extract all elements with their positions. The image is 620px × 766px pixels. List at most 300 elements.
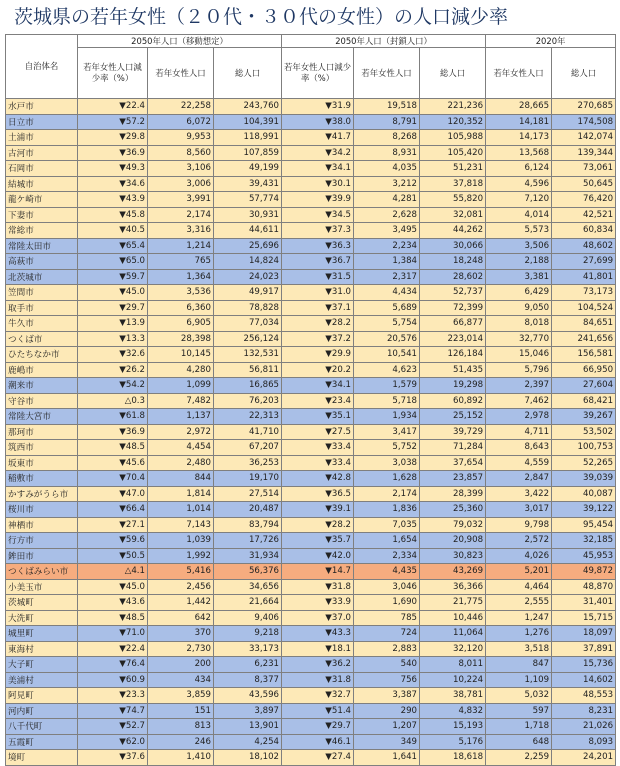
cell-name: 牛久市 — [6, 316, 78, 332]
cell-young-female-2020: 1,109 — [486, 672, 552, 688]
cell-decline-rate-2050-migration: ▼45.0 — [78, 285, 148, 301]
cell-young-female-2020: 1,718 — [486, 719, 552, 735]
cell-total-2050-migration: 3,897 — [214, 703, 282, 719]
cell-total-2050-closed: 126,184 — [420, 347, 486, 363]
table-row — [6, 502, 616, 518]
cell-total-2050-migration: 27,514 — [214, 486, 282, 502]
cell-total-2050-closed: 51,231 — [420, 161, 486, 177]
cell-total-2020: 156,581 — [552, 347, 616, 363]
cell-total-2050-migration: 76,203 — [214, 393, 282, 409]
cell-decline-rate-2050-migration: ▼22.4 — [78, 99, 148, 115]
cell-young-female-2050-migration: 10,145 — [148, 347, 214, 363]
cell-total-2050-migration: 118,991 — [214, 130, 282, 146]
cell-name: かすみがうら市 — [6, 486, 78, 502]
cell-young-female-2050-migration: 22,258 — [148, 99, 214, 115]
cell-young-female-2020: 1,247 — [486, 610, 552, 626]
cell-total-2020: 27,699 — [552, 254, 616, 270]
cell-young-female-2050-migration: 642 — [148, 610, 214, 626]
cell-young-female-2020: 7,120 — [486, 192, 552, 208]
cell-young-female-2050-migration: 3,991 — [148, 192, 214, 208]
cell-total-2050-migration: 132,531 — [214, 347, 282, 363]
header-group-2050-migration: 2050年人口（移動想定） — [78, 35, 282, 48]
cell-young-female-2050-closed: 3,387 — [354, 688, 420, 704]
cell-young-female-2020: 3,422 — [486, 486, 552, 502]
cell-young-female-2050-closed: 756 — [354, 672, 420, 688]
header-total-2020: 総人口 — [552, 48, 616, 99]
cell-decline-rate-2050-closed: ▼31.8 — [282, 672, 354, 688]
cell-decline-rate-2050-migration: ▼74.7 — [78, 703, 148, 719]
header-young-female-2050-migration: 若年女性人口 — [148, 48, 214, 99]
cell-young-female-2050-closed: 4,281 — [354, 192, 420, 208]
cell-young-female-2050-closed: 3,495 — [354, 223, 420, 239]
cell-name: 土浦市 — [6, 130, 78, 146]
cell-decline-rate-2050-migration: ▼27.1 — [78, 517, 148, 533]
cell-decline-rate-2050-closed: ▼35.1 — [282, 409, 354, 425]
cell-name: 城里町 — [6, 626, 78, 642]
cell-young-female-2050-migration: 200 — [148, 657, 214, 673]
cell-decline-rate-2050-closed: ▼33.9 — [282, 595, 354, 611]
cell-total-2050-migration: 39,431 — [214, 176, 282, 192]
cell-decline-rate-2050-closed: ▼34.2 — [282, 145, 354, 161]
cell-young-female-2050-closed: 2,234 — [354, 238, 420, 254]
table-row — [6, 734, 616, 750]
cell-total-2020: 42,521 — [552, 207, 616, 223]
cell-young-female-2050-migration: 1,364 — [148, 269, 214, 285]
cell-total-2020: 14,602 — [552, 672, 616, 688]
cell-young-female-2050-closed: 20,576 — [354, 331, 420, 347]
cell-name: ひたちなか市 — [6, 347, 78, 363]
cell-total-2050-closed: 79,032 — [420, 517, 486, 533]
cell-total-2020: 8,231 — [552, 703, 616, 719]
table-row — [6, 378, 616, 394]
table-row — [6, 486, 616, 502]
cell-total-2020: 49,872 — [552, 564, 616, 580]
cell-total-2020: 95,454 — [552, 517, 616, 533]
cell-name: 常総市 — [6, 223, 78, 239]
cell-young-female-2050-closed: 3,212 — [354, 176, 420, 192]
cell-decline-rate-2050-migration: ▼32.6 — [78, 347, 148, 363]
cell-total-2050-closed: 72,399 — [420, 300, 486, 316]
cell-total-2050-closed: 105,420 — [420, 145, 486, 161]
cell-total-2050-migration: 104,391 — [214, 114, 282, 130]
cell-total-2020: 66,950 — [552, 362, 616, 378]
cell-young-female-2050-migration: 3,859 — [148, 688, 214, 704]
cell-decline-rate-2050-closed: ▼28.2 — [282, 517, 354, 533]
cell-young-female-2020: 5,573 — [486, 223, 552, 239]
cell-total-2020: 84,651 — [552, 316, 616, 332]
cell-young-female-2020: 847 — [486, 657, 552, 673]
table-row — [6, 362, 616, 378]
cell-decline-rate-2050-migration: ▼29.7 — [78, 300, 148, 316]
cell-total-2050-closed: 37,654 — [420, 455, 486, 471]
table-row — [6, 254, 616, 270]
cell-name: 河内町 — [6, 703, 78, 719]
cell-decline-rate-2050-closed: ▼31.0 — [282, 285, 354, 301]
cell-young-female-2050-migration: 3,536 — [148, 285, 214, 301]
cell-total-2050-migration: 77,034 — [214, 316, 282, 332]
table-row — [6, 657, 616, 673]
cell-young-female-2020: 28,665 — [486, 99, 552, 115]
cell-name: 潮来市 — [6, 378, 78, 394]
cell-young-female-2020: 4,026 — [486, 548, 552, 564]
table-row — [6, 626, 616, 642]
cell-name: 境町 — [6, 750, 78, 766]
cell-decline-rate-2050-closed: ▼31.5 — [282, 269, 354, 285]
header-total-2050-closed: 総人口 — [420, 48, 486, 99]
cell-total-2050-closed: 32,120 — [420, 641, 486, 657]
cell-total-2050-closed: 18,618 — [420, 750, 486, 766]
cell-young-female-2050-migration: 1,214 — [148, 238, 214, 254]
header-group-2020: 2020年 — [486, 35, 616, 48]
cell-decline-rate-2050-migration: ▼52.7 — [78, 719, 148, 735]
cell-total-2050-closed: 8,011 — [420, 657, 486, 673]
cell-young-female-2050-migration: 6,360 — [148, 300, 214, 316]
cell-name: 茨城町 — [6, 595, 78, 611]
cell-total-2050-closed: 28,399 — [420, 486, 486, 502]
cell-total-2050-closed: 51,435 — [420, 362, 486, 378]
table-row — [6, 316, 616, 332]
cell-total-2050-closed: 18,248 — [420, 254, 486, 270]
cell-decline-rate-2050-closed: ▼34.1 — [282, 378, 354, 394]
cell-young-female-2050-migration: 765 — [148, 254, 214, 270]
cell-young-female-2050-closed: 2,174 — [354, 486, 420, 502]
cell-total-2050-closed: 4,832 — [420, 703, 486, 719]
population-table — [5, 34, 616, 766]
cell-decline-rate-2050-migration: ▼47.0 — [78, 486, 148, 502]
header-young-female-2050-closed: 若年女性人口 — [354, 48, 420, 99]
cell-decline-rate-2050-migration: ▼29.8 — [78, 130, 148, 146]
cell-decline-rate-2050-migration: ▼34.6 — [78, 176, 148, 192]
cell-young-female-2050-closed: 19,518 — [354, 99, 420, 115]
cell-young-female-2050-migration: 370 — [148, 626, 214, 642]
cell-total-2050-migration: 24,023 — [214, 269, 282, 285]
cell-decline-rate-2050-migration: ▼76.4 — [78, 657, 148, 673]
cell-young-female-2050-closed: 5,754 — [354, 316, 420, 332]
cell-young-female-2020: 5,796 — [486, 362, 552, 378]
cell-total-2020: 76,420 — [552, 192, 616, 208]
table-row — [6, 347, 616, 363]
cell-decline-rate-2050-migration: ▼43.9 — [78, 192, 148, 208]
cell-young-female-2020: 6,429 — [486, 285, 552, 301]
header-row-columns — [6, 48, 616, 99]
cell-total-2050-migration: 36,253 — [214, 455, 282, 471]
cell-name: 日立市 — [6, 114, 78, 130]
cell-total-2050-closed: 20,908 — [420, 533, 486, 549]
cell-total-2050-closed: 21,775 — [420, 595, 486, 611]
table-row — [6, 440, 616, 456]
cell-decline-rate-2050-migration: ▼45.8 — [78, 207, 148, 223]
cell-young-female-2050-closed: 349 — [354, 734, 420, 750]
cell-young-female-2050-closed: 1,836 — [354, 502, 420, 518]
cell-total-2050-migration: 18,102 — [214, 750, 282, 766]
table-row — [6, 238, 616, 254]
cell-decline-rate-2050-closed: ▼51.4 — [282, 703, 354, 719]
cell-total-2020: 50,645 — [552, 176, 616, 192]
cell-decline-rate-2050-migration: ▼45.0 — [78, 579, 148, 595]
cell-young-female-2050-closed: 1,690 — [354, 595, 420, 611]
cell-young-female-2050-closed: 4,035 — [354, 161, 420, 177]
cell-decline-rate-2050-migration: ▼13.9 — [78, 316, 148, 332]
cell-young-female-2050-migration: 1,099 — [148, 378, 214, 394]
cell-decline-rate-2050-closed: ▼14.7 — [282, 564, 354, 580]
cell-name: 大洗町 — [6, 610, 78, 626]
cell-decline-rate-2050-closed: ▼37.1 — [282, 300, 354, 316]
cell-total-2050-closed: 223,014 — [420, 331, 486, 347]
cell-decline-rate-2050-migration: ▼36.9 — [78, 145, 148, 161]
cell-total-2020: 31,401 — [552, 595, 616, 611]
header-total-2050-migration: 総人口 — [214, 48, 282, 99]
table-row — [6, 409, 616, 425]
cell-young-female-2020: 4,596 — [486, 176, 552, 192]
cell-total-2020: 15,736 — [552, 657, 616, 673]
cell-total-2050-closed: 10,446 — [420, 610, 486, 626]
header-young-female-2020: 若年女性人口 — [486, 48, 552, 99]
cell-decline-rate-2050-migration: ▼60.9 — [78, 672, 148, 688]
cell-decline-rate-2050-migration: ▼48.5 — [78, 610, 148, 626]
cell-total-2050-closed: 105,988 — [420, 130, 486, 146]
cell-decline-rate-2050-closed: ▼39.1 — [282, 502, 354, 518]
cell-young-female-2020: 14,173 — [486, 130, 552, 146]
cell-total-2050-migration: 107,859 — [214, 145, 282, 161]
cell-decline-rate-2050-closed: ▼34.1 — [282, 161, 354, 177]
cell-decline-rate-2050-closed: ▼36.3 — [282, 238, 354, 254]
cell-decline-rate-2050-closed: ▼36.2 — [282, 657, 354, 673]
cell-young-female-2050-migration: 2,174 — [148, 207, 214, 223]
cell-decline-rate-2050-closed: ▼37.2 — [282, 331, 354, 347]
cell-total-2050-closed: 19,298 — [420, 378, 486, 394]
cell-total-2050-closed: 10,224 — [420, 672, 486, 688]
cell-young-female-2050-closed: 3,046 — [354, 579, 420, 595]
cell-young-female-2050-closed: 724 — [354, 626, 420, 642]
cell-decline-rate-2050-migration: ▼61.8 — [78, 409, 148, 425]
page-title: 茨城県の若年女性（２０代・３０代の女性）の人口減少率 — [14, 6, 509, 28]
cell-young-female-2020: 32,770 — [486, 331, 552, 347]
cell-young-female-2020: 2,555 — [486, 595, 552, 611]
cell-total-2050-migration: 13,901 — [214, 719, 282, 735]
cell-young-female-2020: 3,518 — [486, 641, 552, 657]
cell-name: 常陸大宮市 — [6, 409, 78, 425]
cell-total-2020: 48,553 — [552, 688, 616, 704]
cell-young-female-2050-migration: 151 — [148, 703, 214, 719]
cell-total-2020: 41,801 — [552, 269, 616, 285]
cell-decline-rate-2050-closed: ▼37.3 — [282, 223, 354, 239]
cell-young-female-2050-closed: 7,035 — [354, 517, 420, 533]
cell-decline-rate-2050-migration: ▼45.6 — [78, 455, 148, 471]
cell-total-2050-migration: 78,828 — [214, 300, 282, 316]
cell-young-female-2050-migration: 4,280 — [148, 362, 214, 378]
cell-young-female-2050-migration: 813 — [148, 719, 214, 735]
table-row — [6, 223, 616, 239]
cell-total-2020: 45,953 — [552, 548, 616, 564]
cell-young-female-2050-closed: 10,541 — [354, 347, 420, 363]
cell-young-female-2050-closed: 1,207 — [354, 719, 420, 735]
cell-total-2050-closed: 120,352 — [420, 114, 486, 130]
table-row — [6, 641, 616, 657]
cell-total-2050-closed: 25,360 — [420, 502, 486, 518]
cell-name: 東海村 — [6, 641, 78, 657]
cell-total-2050-closed: 28,602 — [420, 269, 486, 285]
cell-young-female-2020: 2,259 — [486, 750, 552, 766]
cell-total-2020: 68,421 — [552, 393, 616, 409]
cell-decline-rate-2050-migration: ▼13.3 — [78, 331, 148, 347]
cell-name: 五霞町 — [6, 734, 78, 750]
cell-total-2050-migration: 49,199 — [214, 161, 282, 177]
cell-young-female-2050-closed: 5,718 — [354, 393, 420, 409]
cell-decline-rate-2050-closed: ▼36.7 — [282, 254, 354, 270]
cell-total-2020: 18,097 — [552, 626, 616, 642]
cell-total-2020: 52,265 — [552, 455, 616, 471]
cell-young-female-2020: 15,046 — [486, 347, 552, 363]
cell-young-female-2020: 3,381 — [486, 269, 552, 285]
cell-name: 小美玉市 — [6, 579, 78, 595]
table-row — [6, 672, 616, 688]
cell-young-female-2020: 13,568 — [486, 145, 552, 161]
cell-young-female-2020: 9,798 — [486, 517, 552, 533]
cell-total-2050-migration: 67,207 — [214, 440, 282, 456]
cell-total-2020: 100,753 — [552, 440, 616, 456]
cell-young-female-2050-migration: 1,992 — [148, 548, 214, 564]
cell-total-2020: 270,685 — [552, 99, 616, 115]
cell-young-female-2020: 2,572 — [486, 533, 552, 549]
cell-young-female-2050-migration: 2,480 — [148, 455, 214, 471]
cell-young-female-2050-migration: 246 — [148, 734, 214, 750]
header-group-2050-closed: 2050年人口（封鎖人口） — [282, 35, 486, 48]
cell-total-2050-migration: 43,596 — [214, 688, 282, 704]
header-row-groups — [6, 35, 616, 48]
cell-young-female-2050-closed: 540 — [354, 657, 420, 673]
cell-decline-rate-2050-closed: ▼31.8 — [282, 579, 354, 595]
cell-young-female-2050-migration: 7,482 — [148, 393, 214, 409]
cell-total-2050-migration: 4,254 — [214, 734, 282, 750]
cell-total-2050-migration: 30,931 — [214, 207, 282, 223]
cell-decline-rate-2050-migration: ▼43.6 — [78, 595, 148, 611]
cell-total-2020: 142,074 — [552, 130, 616, 146]
cell-name: 坂東市 — [6, 455, 78, 471]
cell-decline-rate-2050-migration: ▼49.3 — [78, 161, 148, 177]
cell-total-2020: 39,267 — [552, 409, 616, 425]
cell-decline-rate-2050-closed: ▼23.4 — [282, 393, 354, 409]
cell-total-2050-migration: 33,173 — [214, 641, 282, 657]
header-decline-rate-2050-closed: 若年女性人口減少率（%） — [282, 48, 354, 99]
cell-total-2050-closed: 221,236 — [420, 99, 486, 115]
cell-total-2020: 48,602 — [552, 238, 616, 254]
cell-total-2050-closed: 32,081 — [420, 207, 486, 223]
cell-young-female-2050-closed: 2,628 — [354, 207, 420, 223]
cell-name: 笠間市 — [6, 285, 78, 301]
cell-decline-rate-2050-closed: ▼36.5 — [282, 486, 354, 502]
cell-young-female-2050-closed: 5,689 — [354, 300, 420, 316]
cell-decline-rate-2050-migration: ▼57.2 — [78, 114, 148, 130]
cell-total-2020: 53,502 — [552, 424, 616, 440]
table-row — [6, 269, 616, 285]
cell-total-2050-migration: 56,376 — [214, 564, 282, 580]
cell-total-2020: 139,344 — [552, 145, 616, 161]
cell-total-2020: 39,039 — [552, 471, 616, 487]
cell-name: 行方市 — [6, 533, 78, 549]
cell-name: 大子町 — [6, 657, 78, 673]
cell-total-2050-closed: 60,892 — [420, 393, 486, 409]
cell-young-female-2020: 3,506 — [486, 238, 552, 254]
cell-decline-rate-2050-migration: ▼40.5 — [78, 223, 148, 239]
cell-decline-rate-2050-migration: ▼62.0 — [78, 734, 148, 750]
cell-young-female-2050-closed: 2,334 — [354, 548, 420, 564]
cell-young-female-2050-migration: 9,953 — [148, 130, 214, 146]
cell-decline-rate-2050-migration: ▼71.0 — [78, 626, 148, 642]
cell-young-female-2020: 4,559 — [486, 455, 552, 471]
cell-decline-rate-2050-closed: ▼30.1 — [282, 176, 354, 192]
cell-young-female-2050-migration: 2,456 — [148, 579, 214, 595]
cell-young-female-2050-closed: 1,654 — [354, 533, 420, 549]
table-row — [6, 533, 616, 549]
cell-young-female-2050-migration: 3,316 — [148, 223, 214, 239]
cell-decline-rate-2050-closed: ▼43.3 — [282, 626, 354, 642]
cell-total-2050-closed: 25,152 — [420, 409, 486, 425]
cell-total-2050-closed: 39,729 — [420, 424, 486, 440]
cell-total-2050-closed: 11,064 — [420, 626, 486, 642]
cell-young-female-2050-migration: 434 — [148, 672, 214, 688]
cell-young-female-2020: 597 — [486, 703, 552, 719]
table-row — [6, 750, 616, 766]
cell-decline-rate-2050-migration: ▼26.2 — [78, 362, 148, 378]
cell-decline-rate-2050-migration: ▼65.0 — [78, 254, 148, 270]
table-row — [6, 548, 616, 564]
header-decline-rate-2050-migration: 若年女性人口減少率（%） — [78, 48, 148, 99]
cell-name: 下妻市 — [6, 207, 78, 223]
cell-total-2050-closed: 43,269 — [420, 564, 486, 580]
cell-name: 鉾田市 — [6, 548, 78, 564]
cell-total-2050-closed: 66,877 — [420, 316, 486, 332]
cell-decline-rate-2050-closed: ▼41.7 — [282, 130, 354, 146]
cell-young-female-2050-closed: 4,435 — [354, 564, 420, 580]
cell-total-2050-closed: 5,176 — [420, 734, 486, 750]
cell-total-2050-closed: 71,284 — [420, 440, 486, 456]
cell-decline-rate-2050-closed: ▼29.7 — [282, 719, 354, 735]
cell-total-2020: 40,087 — [552, 486, 616, 502]
cell-name: 美浦村 — [6, 672, 78, 688]
cell-young-female-2050-closed: 8,791 — [354, 114, 420, 130]
cell-total-2020: 48,870 — [552, 579, 616, 595]
cell-young-female-2050-migration: 2,972 — [148, 424, 214, 440]
cell-total-2020: 15,715 — [552, 610, 616, 626]
cell-total-2020: 73,173 — [552, 285, 616, 301]
cell-name: つくばみらい市 — [6, 564, 78, 580]
cell-decline-rate-2050-migration: ▼70.4 — [78, 471, 148, 487]
cell-total-2020: 32,185 — [552, 533, 616, 549]
cell-young-female-2050-migration: 1,137 — [148, 409, 214, 425]
cell-total-2050-migration: 25,696 — [214, 238, 282, 254]
cell-young-female-2020: 2,397 — [486, 378, 552, 394]
cell-young-female-2020: 8,643 — [486, 440, 552, 456]
cell-total-2050-migration: 20,487 — [214, 502, 282, 518]
cell-name: 鹿嶋市 — [6, 362, 78, 378]
cell-name: 常陸太田市 — [6, 238, 78, 254]
cell-decline-rate-2050-migration: ▼59.7 — [78, 269, 148, 285]
cell-young-female-2020: 4,464 — [486, 579, 552, 595]
cell-total-2050-migration: 6,231 — [214, 657, 282, 673]
cell-decline-rate-2050-closed: ▼27.4 — [282, 750, 354, 766]
table-row — [6, 688, 616, 704]
table-row — [6, 285, 616, 301]
cell-young-female-2020: 2,978 — [486, 409, 552, 425]
cell-decline-rate-2050-closed: ▼28.2 — [282, 316, 354, 332]
cell-decline-rate-2050-migration: ▼37.6 — [78, 750, 148, 766]
cell-total-2050-migration: 22,313 — [214, 409, 282, 425]
cell-young-female-2020: 2,847 — [486, 471, 552, 487]
cell-total-2050-migration: 19,170 — [214, 471, 282, 487]
cell-total-2050-closed: 23,857 — [420, 471, 486, 487]
cell-young-female-2050-migration: 4,454 — [148, 440, 214, 456]
cell-total-2020: 241,656 — [552, 331, 616, 347]
